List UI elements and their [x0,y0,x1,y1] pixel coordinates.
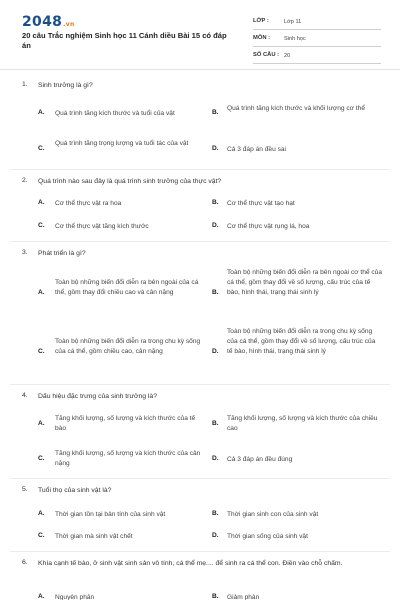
question-text: Dấu hiệu đặc trưng của sinh trưởng là? [38,393,157,400]
option-letter: A. [38,109,45,116]
option-letter: D. [212,532,219,539]
question-divider [10,241,390,242]
meta-row-class [253,15,381,30]
meta-value: Lớp 11 [284,18,302,25]
option-text: Thời gian mà sinh vật chết [55,533,133,540]
meta-info [253,15,381,66]
option-letter: D. [212,222,219,229]
question-divider [10,384,390,385]
option-text: Cả 3 đáp án đều đúng [227,456,293,463]
question-number: 4. [22,392,28,399]
meta-label: LỚP : [253,18,269,24]
option-text: Tăng khối lượng, số lượng và kích thước của chiều cao [227,415,378,432]
option-text: Cả 3 đáp án đều sai [227,146,287,153]
question-text: Tuổi thọ của sinh vật là? [38,487,112,494]
option-letter: D. [212,455,219,462]
option-letter: B. [212,420,219,427]
logo-text: 2048 [22,14,63,30]
option-letter: B. [212,510,219,517]
document-title: 20 câu Trắc nghiệm Sinh học 11 Cánh diều Bài 15 có đáp án [22,31,227,50]
option-text: Toàn bộ những biến đổi diễn ra bên ngoài cơ thể của cá thể, gồm thay đổi về số lượng, cấu trúc của tế bào, hình thái, trạng thái sinh lý [227,269,383,296]
option-text: Tăng khối lượng, số lượng và kích thước của cân nặng [55,450,201,467]
question-number: 3. [22,249,28,256]
option-text: Thời gian sinh con của sinh vật [227,511,319,518]
option-text: Toàn bộ những biến đổi diễn ra bên ngoài của cá thể, gồm thay đổi chiều cao và cân nặng [55,279,199,296]
option-text: Tăng khối lượng, số lượng và kích thước của tế bào [55,415,196,432]
option-text: Cơ thể thực vật tạo hạt [227,200,295,207]
option-letter: C. [38,145,45,152]
meta-label: SỐ CÂU : [253,52,280,58]
option-letter: C. [38,455,45,462]
option-letter: B. [212,109,219,116]
meta-label: MÔN : [253,35,271,41]
option-text: Cơ thể thực vật tăng kích thước [55,223,149,230]
option-letter: D. [212,348,219,355]
question-text: Quá trình nào sau đây là quá trình sinh trưởng của thực vật? [38,178,222,185]
option-text: Thời gian tồn tại bản tính của sinh vật [55,511,166,518]
option-letter: A. [38,510,45,517]
option-letter: C. [38,532,45,539]
meta-row-subject [253,32,381,47]
question-text: Phát triển là gì? [38,250,86,257]
option-letter: D. [212,145,219,152]
meta-value: 20 [284,52,291,59]
option-letter: B. [212,199,219,206]
question-number: 5. [22,486,28,493]
question-text: Sinh trưởng là gì? [38,82,93,89]
question-number: 2. [22,177,28,184]
option-text: Thời gian sống của sinh vật [227,533,308,540]
option-text: Cơ thể thực vật rụng lá, hoa [227,223,310,230]
question-divider [10,169,390,170]
meta-value: Sinh học [284,35,306,42]
option-text: Quá trình tăng kích thước và khối lượng cơ thể [227,105,365,112]
question-divider [10,551,390,552]
option-text: Giảm phân [227,594,260,600]
option-text: Toàn bộ những biến đổi diễn ra trong chu kỳ sống của cá thể, gồm thay đổi về số lượng, cấu trúc của tế bào, hình thái, trạng thái sinh lý [227,328,376,355]
question-number: 6. [22,559,28,566]
option-letter: A. [38,593,45,600]
option-letter: A. [38,289,45,296]
option-text: Toàn bộ những biến đổi diễn ra trong chu kỳ sống của cá thể, gồm chiều cao, cân nặng [55,338,201,355]
option-letter: B. [212,289,219,296]
option-text: Cơ thể thực vật ra hoa [55,200,122,207]
option-letter: C. [38,222,45,229]
option-text: Quá trình tăng kích thước và tuổi của vật [55,110,175,117]
document-header [0,0,400,60]
meta-row-count [253,49,381,64]
header-divider [0,69,400,70]
option-letter: A. [38,420,45,427]
logo-suffix: .vn [63,21,75,28]
option-letter: A. [38,199,45,206]
question-divider [10,478,390,479]
option-letter: C. [38,348,45,355]
option-letter: B. [212,593,219,600]
site-logo[interactable] [22,14,75,30]
option-text: Quá trình tăng trọng lượng và tuổi tác của vật [55,140,189,147]
question-text: Khía cạnh tế bào, ở sinh vật sinh sản vô tính, cá thể mẹ.... để sinh ra cá thể con. Điền vào chỗ chấm. [38,560,343,567]
question-number: 1. [22,81,28,88]
option-text: Nguyên phân [55,594,95,600]
